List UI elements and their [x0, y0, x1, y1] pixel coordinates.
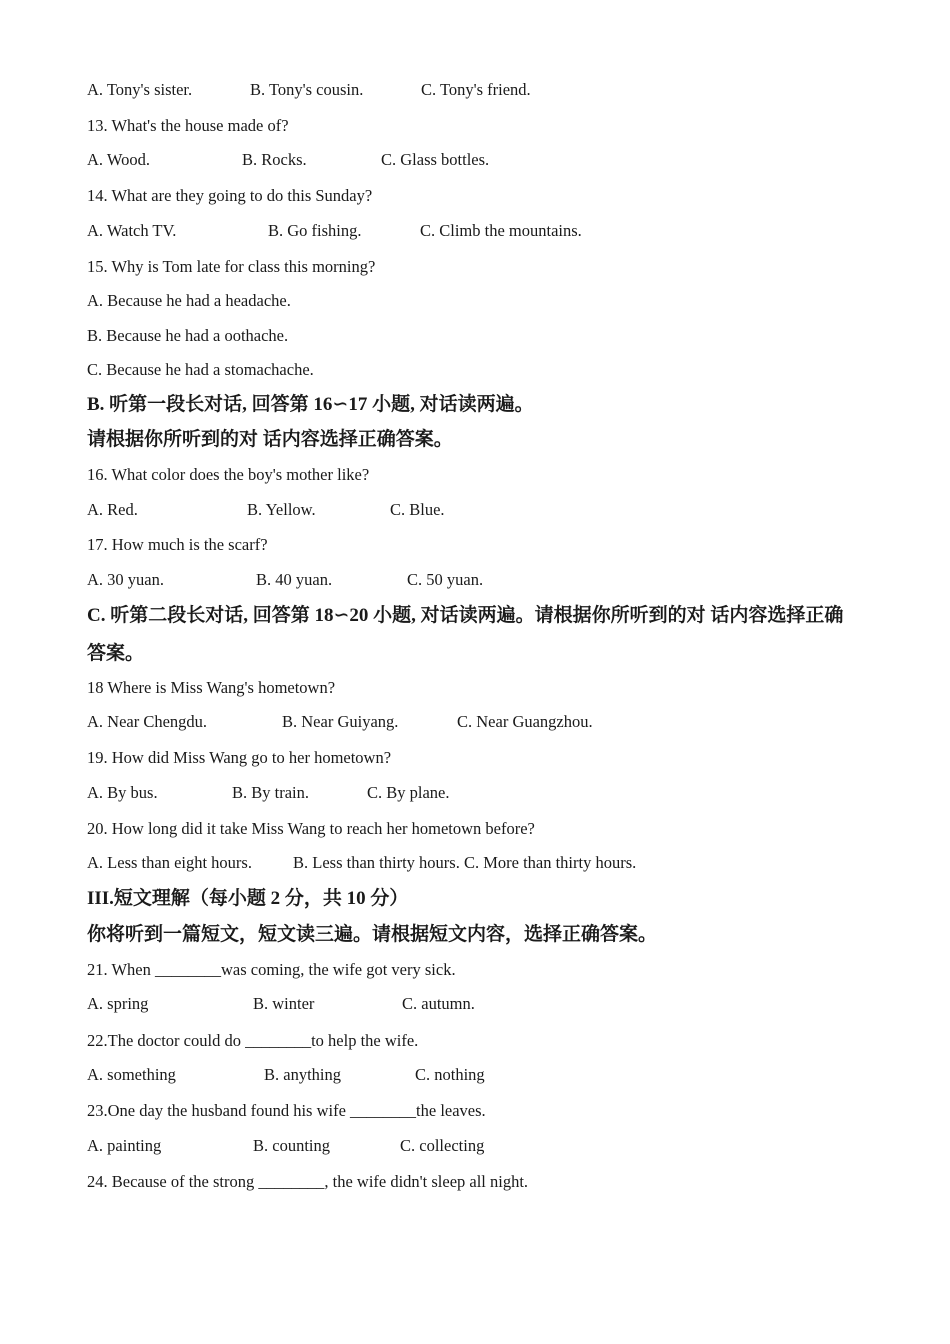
- q19-question: 19. How did Miss Wang go to her hometown?: [87, 748, 392, 767]
- q21-option-c: C. autumn.: [402, 994, 475, 1013]
- q21-option-a: A. spring: [87, 994, 149, 1013]
- q13-option-c: C. Glass bottles.: [381, 150, 490, 169]
- q23-option-a: A. painting: [87, 1136, 162, 1155]
- q14-option-a: A. Watch TV.: [87, 221, 177, 240]
- q23-option-b: B. counting: [253, 1136, 330, 1155]
- q14-question: 14. What are they going to do this Sunday?: [87, 186, 373, 205]
- q13-option-b: B. Rocks.: [242, 150, 307, 169]
- q17-question: 17. How much is the scarf?: [87, 535, 268, 554]
- section-iii-instruction: 你将听到一篇短文，短文读三遍。请根据短文内容，选择正确答案。: [87, 924, 658, 945]
- q16-option-b: B. Yellow.: [247, 500, 316, 519]
- q22-question: 22.The doctor could do ________to help the wife.: [87, 1031, 419, 1050]
- q24-question: 24. Because of the strong ________, the wife didn't sleep all night.: [87, 1172, 529, 1191]
- q16-option-a: A. Red.: [87, 500, 138, 519]
- q16-option-c: C. Blue.: [390, 500, 445, 519]
- q17-option-c: C. 50 yuan.: [407, 570, 484, 589]
- q13-option-a: A. Wood.: [87, 150, 150, 169]
- section-c-heading-cont: 答案。: [87, 643, 145, 664]
- q15-option-b: B. Because he had a oothache.: [87, 326, 289, 345]
- q12-option-a: A. Tony's sister.: [87, 80, 193, 99]
- q18-question: 18 Where is Miss Wang's hometown?: [87, 678, 336, 697]
- q17-option-b: B. 40 yuan.: [256, 570, 333, 589]
- q15-question: 15. Why is Tom late for class this morning?: [87, 257, 376, 276]
- q20-option-bc: B. Less than thirty hours. C. More than thirty hours.: [293, 853, 637, 872]
- q12-option-b: B. Tony's cousin.: [250, 80, 364, 99]
- q18-option-a: A. Near Chengdu.: [87, 712, 208, 731]
- q14-option-c: C. Climb the mountains.: [420, 221, 582, 240]
- q14-option-b: B. Go fishing.: [268, 221, 362, 240]
- q15-option-a: A. Because he had a headache.: [87, 291, 291, 310]
- q21-question: 21. When ________was coming, the wife got very sick.: [87, 960, 456, 979]
- section-b-heading: B. 听第一段长对话, 回答第 16∽17 小题, 对话读两遍。: [87, 394, 534, 415]
- section-b-instruction: 请根据你所听到的对 话内容选择正确答案。: [87, 429, 453, 450]
- q21-option-b: B. winter: [253, 994, 315, 1013]
- q22-option-b: B. anything: [264, 1065, 341, 1084]
- q19-option-a: A. By bus.: [87, 783, 158, 802]
- q17-option-a: A. 30 yuan.: [87, 570, 164, 589]
- q23-question: 23.One day the husband found his wife ________the leaves.: [87, 1101, 486, 1120]
- section-iii-title: III.短文理解（每小题 2 分，共 10 分）: [87, 888, 409, 909]
- section-c-heading: C. 听第二段长对话, 回答第 18∽20 小题, 对话读两遍。请根据你所听到的对 话内容选择正确: [87, 605, 844, 626]
- q13-question: 13. What's the house made of?: [87, 116, 289, 135]
- q20-option-a: A. Less than eight hours.: [87, 853, 252, 872]
- q16-question: 16. What color does the boy's mother like?: [87, 465, 370, 484]
- q23-option-c: C. collecting: [400, 1136, 485, 1155]
- q19-option-b: B. By train.: [232, 783, 309, 802]
- q22-option-c: C. nothing: [415, 1065, 485, 1084]
- q19-option-c: C. By plane.: [367, 783, 450, 802]
- q18-option-b: B. Near Guiyang.: [282, 712, 399, 731]
- q12-option-c: C. Tony's friend.: [421, 80, 531, 99]
- q20-question: 20. How long did it take Miss Wang to reach her hometown before?: [87, 819, 535, 838]
- q18-option-c: C. Near Guangzhou.: [457, 712, 593, 731]
- q15-option-c: C. Because he had a stomachache.: [87, 360, 314, 379]
- q22-option-a: A. something: [87, 1065, 176, 1084]
